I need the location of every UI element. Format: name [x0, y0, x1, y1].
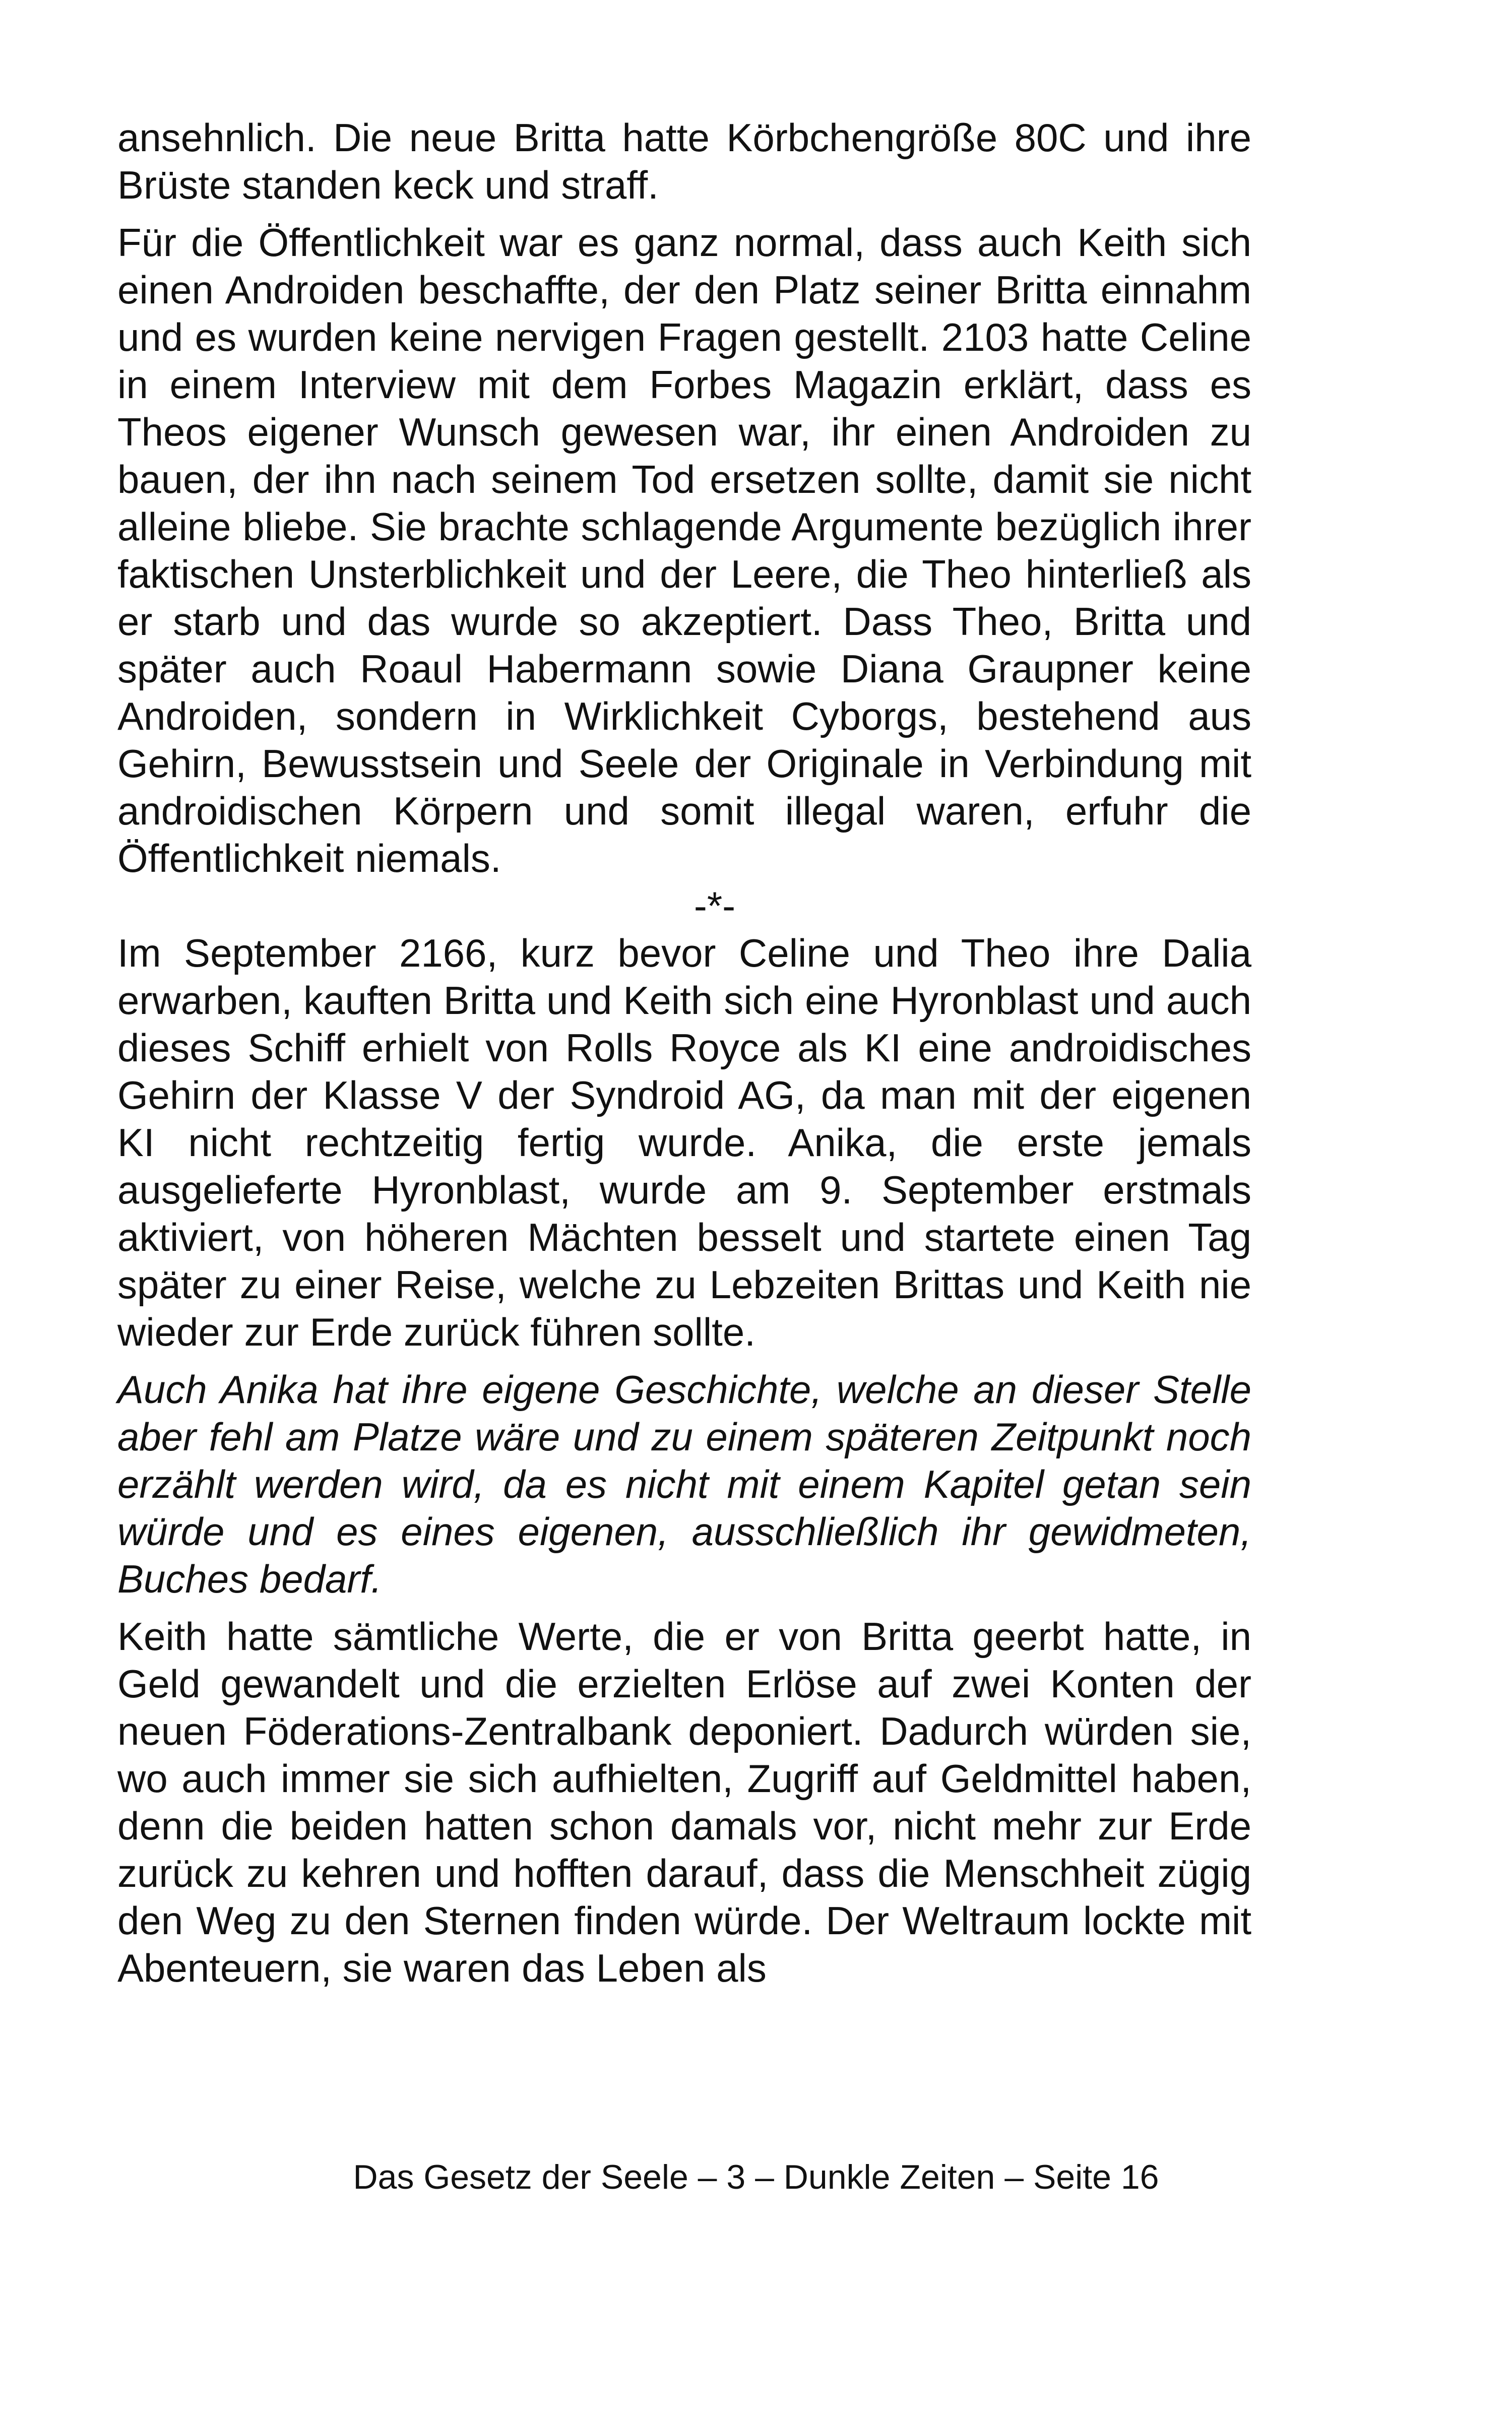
paragraph-anika-note: Auch Anika hat ihre eigene Geschichte, welche an dieser Stelle aber fehl am Platze wäre und zu einem späteren Zeitpunkt noch erzählt werden wird, da es nicht mit einem Kapitel getan sein würde und es eines eigenen, ausschließlich ihr gewidmeten, Buches bedarf.: [117, 1367, 1251, 1601]
page-text-body: [117, 114, 1251, 1992]
paragraph-continuation: ansehnlich. Die neue Britta hatte Körbchengröße 80C und ihre Brüste standen keck und straff.: [117, 115, 1251, 207]
section-separator: -*-: [694, 883, 736, 928]
page-footer: Das Gesetz der Seele – 3 – Dunkle Zeiten – Seite 16: [353, 2158, 1159, 2196]
paragraph-hyronblast-purchase: Im September 2166, kurz bevor Celine und Theo ihre Dalia erwarben, kauften Britta und Keith sich eine Hyronblast und auch dieses Schiff erhielt von Rolls Royce als KI eine androidisches Gehirn der Klasse V der Syndroid AG, da man mit der eigenen KI nicht rechtzeitig fertig wurde. Anika, die erste jemals ausgelieferte Hyronblast, wurde am 9. September erstmals aktiviert, von höheren Mächten besselt und startete einen Tag später zu einer Reise, welche zu Lebzeiten Brittas und Keith nie wieder zur Erde zurück führen sollte.: [117, 931, 1251, 1354]
paragraph-public-perception: Für die Öffentlichkeit war es ganz normal, dass auch Keith sich einen Androiden beschaffte, der den Platz seiner Britta einnahm und es wurden keine nervigen Fragen gestellt. 2103 hatte Celine in einem Interview mit dem Forbes Magazin erklärt, dass es Theos eigener Wunsch gewesen war, ihr einen Androiden zu bauen, der ihn nach seinem Tod ersetzen sollte, damit sie nicht alleine bliebe. Sie brachte schlagende Argumente bezüglich ihrer faktischen Unsterblichkeit und der Leere, die Theo hinterließ als er starb und das wurde so akzeptiert. Dass Theo, Britta und später auch Roaul Habermann sowie Diana Graupner keine Androiden, sondern in Wirklichkeit Cyborgs, bestehend aus Gehirn, Bewusstsein und Seele der Originale in Verbindung mit androidischen Körpern und somit illegal waren, erfuhr die Öffentlichkeit niemals.: [117, 220, 1251, 880]
paragraph-keith-assets: Keith hatte sämtliche Werte, die er von Britta geerbt hatte, in Geld gewandelt und die erzielten Erlöse auf zwei Konten der neuen Föderations-Zentralbank deponiert. Dadurch würden sie, wo auch immer sie sich aufhielten, Zugriff auf Geldmittel haben, denn die beiden hatten schon damals vor, nicht mehr zur Erde zurück zu kehren und hofften darauf, dass die Menschheit zügig den Weg zu den Sternen finden würde. Der Weltraum lockte mit Abenteuern, sie waren das Leben als: [117, 1614, 1251, 1990]
